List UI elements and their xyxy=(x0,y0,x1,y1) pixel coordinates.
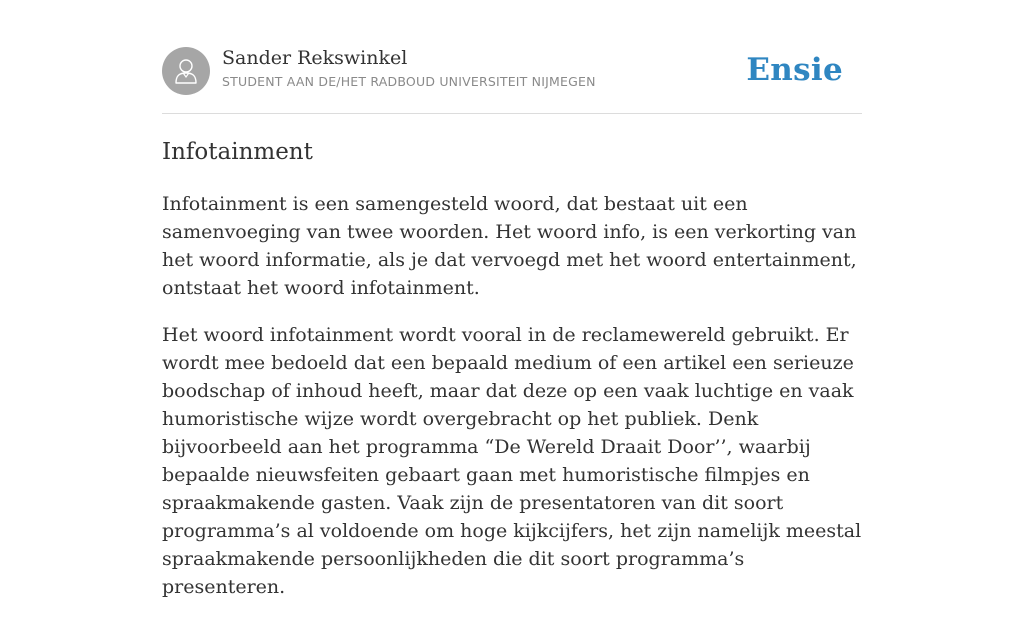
article-paragraph: Het woord infotainment wordt vooral in de reclamewereld gebruikt. Er wordt mee bedoeld dat een bepaald medium of een artikel een serieuze boodschap of inhoud heeft, maar dat deze op een vaak luchtige en vaak humoristische wijze wordt overgebracht op het publiek. Denk bijvoorbeeld aan het programma “De Wereld Draait Door’’, waarbij bepaalde nieuwsfeiten gebaart gaan met humoristische filmpjes en spraakmakende gasten. Vaak zijn de presentatoren van dit soort programma’s al voldoende om hoge kijkcijfers, het zijn namelijk meestal spraakmakende persoonlijkheden die dit soort programma’s presenteren. xyxy=(162,324,862,598)
ensie-logo[interactable]: Ensie xyxy=(746,52,843,88)
author-name[interactable]: Sander Rekswinkel xyxy=(222,47,408,69)
header-divider xyxy=(162,113,862,114)
avatar[interactable] xyxy=(162,47,210,95)
article-title: Infotainment xyxy=(162,139,313,165)
user-icon xyxy=(171,56,201,86)
article-body xyxy=(162,190,862,620)
author-affiliation: STUDENT AAN DE/HET RADBOUD UNIVERSITEIT NIJMEGEN xyxy=(222,74,596,89)
article-paragraph: Infotainment is een samengesteld woord, dat bestaat uit een samenvoeging van twee woorden. Het woord info, is een verkorting van het woord informatie, als je dat vervoegd met het woord entertainment, ontstaat het woord infotainment. xyxy=(162,193,857,299)
article-header xyxy=(162,46,862,114)
